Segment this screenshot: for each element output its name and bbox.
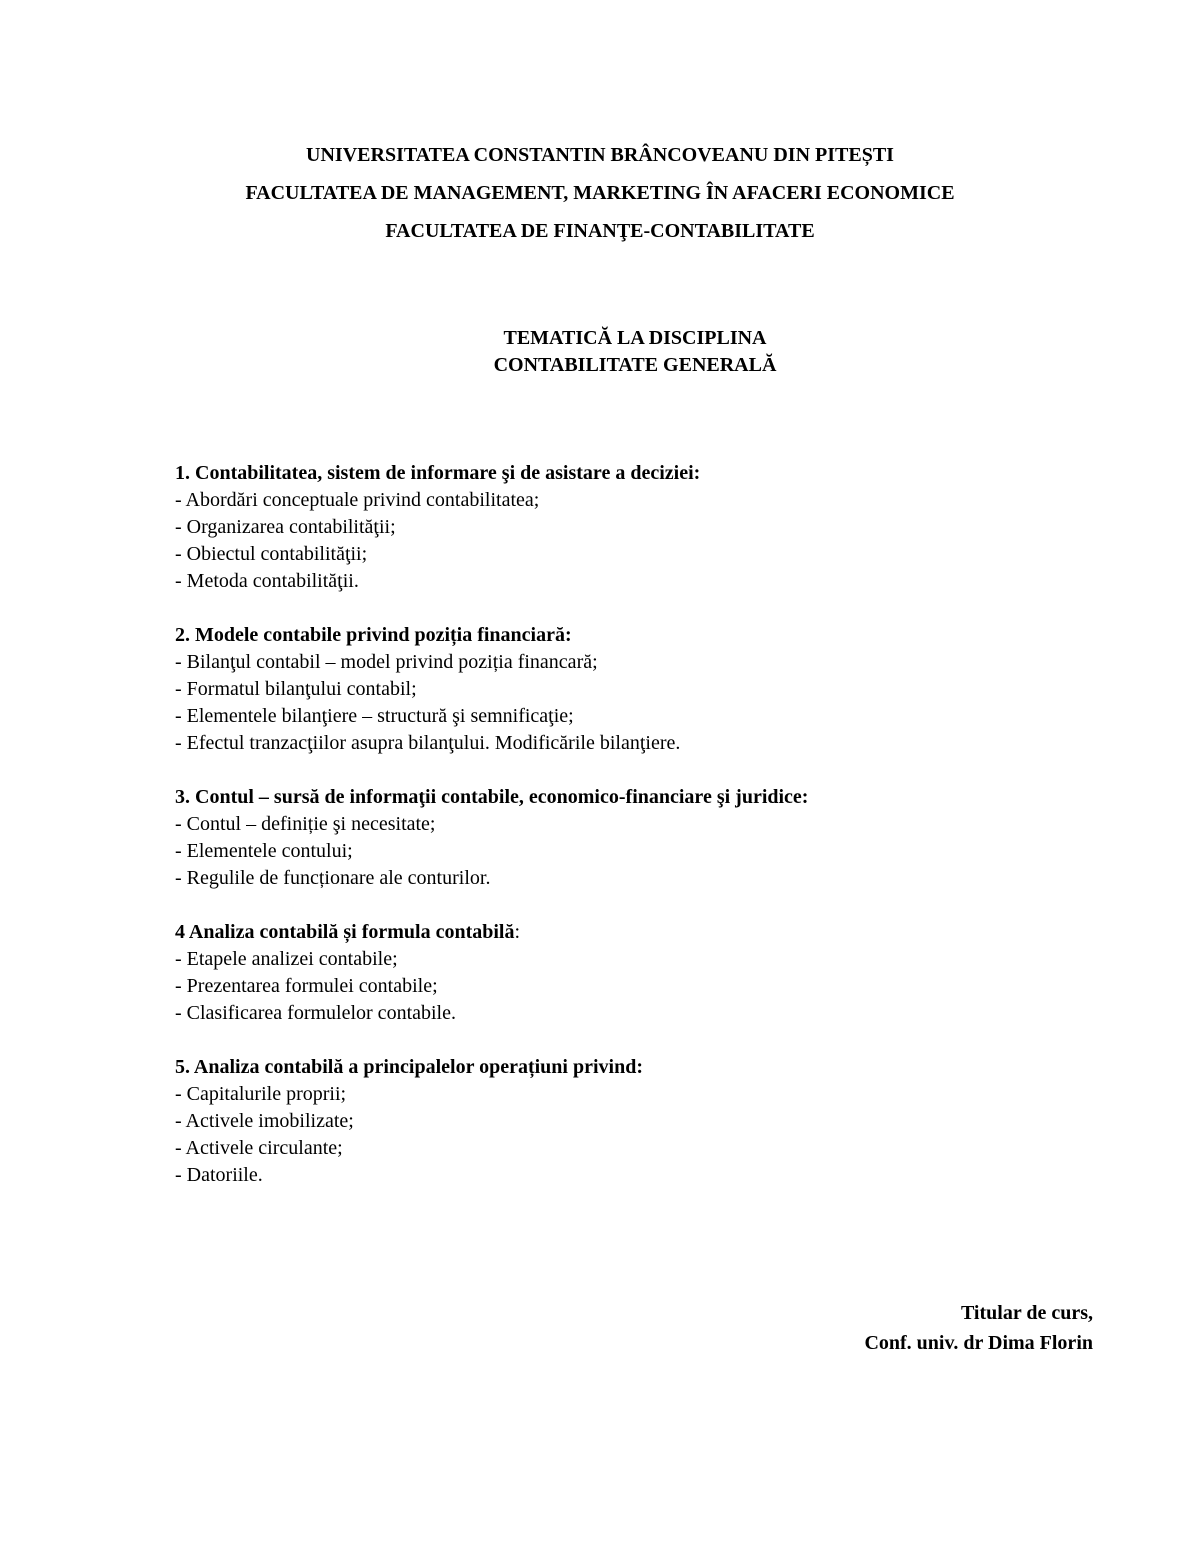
topic-section-5: [175, 1054, 1075, 1189]
list-item: - Elementele contului;: [175, 840, 353, 862]
list-item: - Elementele bilanţiere – structură şi semnificaţie;: [175, 705, 574, 727]
list-item: - Activele imobilizate;: [175, 1110, 354, 1132]
topic-section-2: [175, 622, 1075, 757]
topic-section-3: [175, 784, 1075, 892]
faculty-management-name: FACULTATEA DE MANAGEMENT, MARKETING ÎN AFACERI ECONOMICE: [245, 182, 955, 204]
list-item: - Regulile de funcționare ale conturilor.: [175, 867, 491, 889]
list-item: - Metoda contabilităţii.: [175, 570, 359, 592]
topics-list: [175, 460, 1075, 1216]
list-item: - Etapele analizei contabile;: [175, 948, 398, 970]
list-item: - Activele circulante;: [175, 1137, 343, 1159]
signature-name: Conf. univ. dr Dima Florin: [864, 1332, 1093, 1354]
list-item: - Organizarea contabilităţii;: [175, 516, 396, 538]
signature-role: Titular de curs,: [960, 1302, 1093, 1324]
section-title-text: 4 Analiza contabilă și formula contabilă: [175, 921, 515, 943]
university-name: UNIVERSITATEA CONSTANTIN BRÂNCOVEANU DIN PITEȘTI: [306, 144, 894, 166]
list-item: - Datoriile.: [175, 1164, 263, 1186]
signature-block: [864, 1298, 1093, 1358]
list-item: - Clasificarea formulelor contabile.: [175, 1002, 456, 1024]
list-item: - Prezentarea formulei contabile;: [175, 975, 438, 997]
list-item: - Capitalurile proprii;: [175, 1083, 347, 1105]
list-item: - Contul – definiție şi necesitate;: [175, 813, 436, 835]
section-title: 5. Analiza contabilă a principalelor operațiuni privind:: [175, 1056, 644, 1078]
topic-section-4: [175, 919, 1075, 1027]
section-title: [175, 919, 1075, 946]
list-item: - Obiectul contabilităţii;: [175, 543, 368, 565]
list-item: - Formatul bilanţului contabil;: [175, 678, 417, 700]
list-item: - Abordări conceptuale privind contabilitatea;: [175, 489, 540, 511]
section-title: 1. Contabilitatea, sistem de informare şi de asistare a deciziei:: [175, 462, 701, 484]
section-title: 3. Contul – sursă de informaţii contabile, economico-financiare şi juridice:: [175, 786, 809, 808]
list-item: - Bilanţul contabil – model privind poziția financară;: [175, 651, 598, 673]
list-item: - Efectul tranzacţiilor asupra bilanţului. Modificările bilanţiere.: [175, 732, 681, 754]
faculty-finance-name: FACULTATEA DE FINANŢE-CONTABILITATE: [385, 220, 815, 242]
section-title-suffix: :: [514, 921, 521, 943]
document-title-line1: TEMATICĂ LA DISCIPLINA: [503, 327, 767, 349]
document-title-line2: CONTABILITATE GENERALĂ: [493, 354, 777, 376]
section-title: 2. Modele contabile privind poziția financiară:: [175, 624, 572, 646]
topic-section-1: [175, 460, 1075, 595]
